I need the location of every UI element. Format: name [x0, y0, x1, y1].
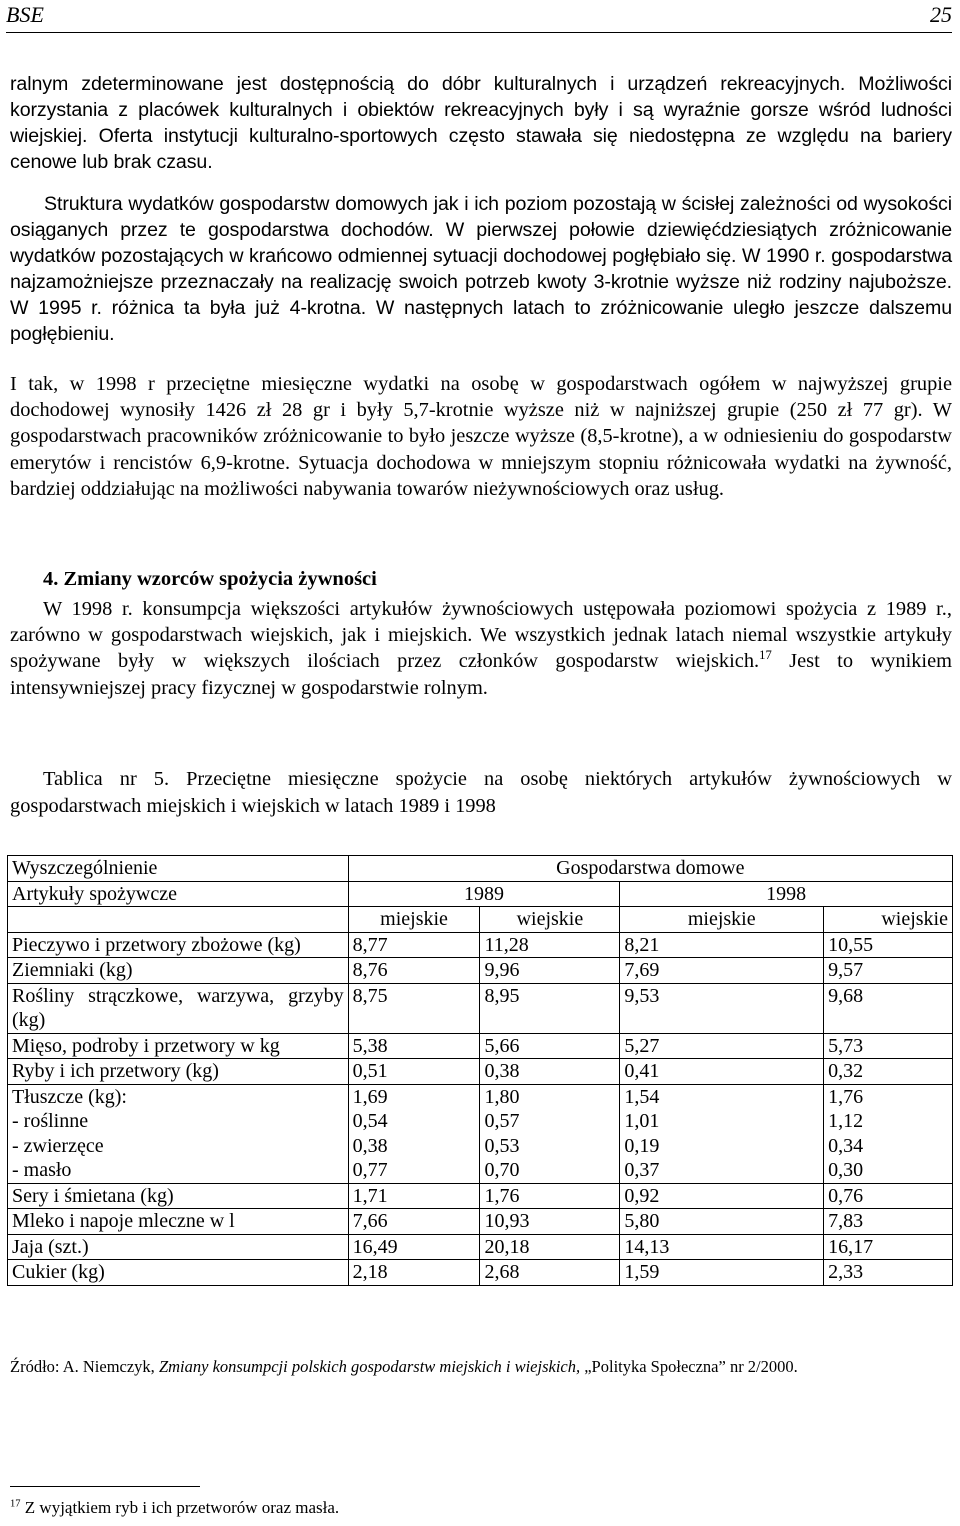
fats-sublabel-vegetable: - roślinne	[12, 1110, 89, 1132]
row-label: Rośliny strączkowe, warzywa, grzyby (kg)	[8, 983, 349, 1033]
header-year-1998: 1998	[620, 881, 953, 907]
value-rural-1998: 7,83	[824, 1209, 953, 1235]
table-header-row	[8, 881, 953, 907]
table-row	[8, 1209, 953, 1235]
header-rural-1998: wiejskie	[824, 907, 953, 933]
table-header-row	[8, 856, 953, 882]
value-urban-1989: 1,71	[348, 1183, 480, 1209]
table-row	[8, 932, 953, 958]
fats-value: 0,70	[484, 1159, 520, 1181]
value-rural-1989: 9,96	[480, 958, 620, 984]
footnote	[10, 1497, 339, 1519]
fats-sublabel-butter: - masło	[12, 1159, 72, 1181]
footnote-reference: 17	[759, 648, 772, 663]
value-rural-1989: 8,95	[480, 983, 620, 1033]
fats-value: 1,12	[828, 1110, 864, 1132]
header-empty-cell	[8, 907, 349, 933]
table-row	[8, 983, 953, 1033]
source-prefix: Źródło: A. Niemczyk,	[10, 1357, 159, 1376]
fats-value: 1,80	[484, 1085, 520, 1108]
header-urban-1998: miejskie	[620, 907, 824, 933]
table-row	[8, 1033, 953, 1059]
header-food-items: Artykuły spożywcze	[8, 881, 349, 907]
value-rural-1998	[824, 1084, 953, 1183]
value-urban-1989	[348, 1084, 480, 1183]
footnote-text: Z wyjątkiem ryb i ich przetworów oraz masła.	[20, 1498, 340, 1517]
paragraph-consumption-text: W 1998 r. konsumpcja większości artykułów żywnościowych ustępowała poziomowi spożycia z 1989 r., zarówno w gospodarstwach wiejskich, jak i miejskich. We wszystkich jednak latach niemal wszystkie artykuły spożywane były w większych ilościach przez członków gospodarstw wiejskich.	[10, 598, 952, 673]
section-heading: 4. Zmiany wzorców spożycia żywności	[43, 568, 377, 590]
fats-value: 0,19	[624, 1134, 660, 1157]
fats-value: 0,54	[352, 1110, 388, 1132]
table-row	[8, 1059, 953, 1085]
value-urban-1998: 5,27	[620, 1033, 824, 1059]
table-row-fats	[8, 1084, 953, 1183]
page-header	[6, 2, 952, 33]
fats-value: 0,37	[624, 1159, 660, 1181]
paragraph-expenditure-structure: Struktura wydatków gospodarstw domowych jak i ich poziom pozostają w ścisłej zależności od wysokości osiąganych przez te gospodarstwa dochodów. W pierwszej połowie dziewięćdziesiątych zróżnicowanie wydatków pozostających w krańcowo odmiennej sytuacji dochodowej pogłębiało się. W 1990 r. gospodarstwa najzamożniejsze przeznaczały na realizację swoich potrzeb kwoty 3-krotnie wyższe niż rodziny najuboższe. W 1995 r. różnica ta była już 4-krotna. W następnych latach to zróżnicowanie uległo jeszcze dalszemu pogłębieniu.	[10, 193, 952, 345]
table-source	[10, 1354, 952, 1380]
header-specification: Wyszczególnienie	[8, 856, 349, 882]
value-rural-1989: 1,76	[480, 1183, 620, 1209]
value-rural-1998: 5,73	[824, 1033, 953, 1059]
value-urban-1998: 14,13	[620, 1234, 824, 1260]
table-row	[8, 1234, 953, 1260]
value-urban-1998: 8,21	[620, 932, 824, 958]
source-suffix: „Polityka Społeczna” nr 2/2000.	[580, 1357, 798, 1376]
paragraph-income-differentiation: I tak, w 1998 r przeciętne miesięczne wydatki na osobę w gospodarstwach ogółem w najwyższej grupie dochodowej wynosiły 1426 zł 28 gr i były 5,7-krotnie wyższe niż w najniższej grupie (250 zł 77 gr). W gospodarstwach pracowników zróżnicowanie to było jeszcze wyższe (8,5-krotne), a w odniesieniu do gospodarstw emerytów i rencistów 6,9-krotne. Sytuacja dochodowa w mniejszym stopniu różnicowała wydatki na żywność, bardziej oddziałując na możliwości nabywania towarów nieżywnościowych oraz usług.	[10, 373, 952, 500]
value-urban-1989: 8,77	[348, 932, 480, 958]
value-urban-1989: 16,49	[348, 1234, 480, 1260]
fats-value: 0,77	[352, 1159, 388, 1181]
paragraph-consumption-patterns	[10, 596, 952, 701]
table-caption-text: Tablica nr 5. Przeciętne miesięczne spożycie na osobę niektórych artykułów żywnościowych w gospodarstwach miejskich i wiejskich w latach 1989 i 1998	[10, 768, 952, 817]
value-urban-1998: 0,41	[620, 1059, 824, 1085]
row-label: Sery i śmietana (kg)	[8, 1183, 349, 1209]
source-title: Zmiany konsumpcji polskich gospodarstw miejskich i wiejskich,	[158, 1357, 581, 1376]
value-rural-1998: 0,76	[824, 1183, 953, 1209]
value-rural-1998: 9,57	[824, 958, 953, 984]
fats-value: 1,76	[828, 1085, 864, 1108]
paragraph-cultural-access: ralnym zdeterminowane jest dostępnością do dóbr kulturalnych i urządzeń rekreacyjnych. Możliwości korzystania z placówek kulturalnych i obiektów rekreacyjnych były i są wyraźnie gorsze wśród ludności wiejskiej. Oferta instytucji kulturalno-sportowych często stawała się niedostępna ze względu na bariery cenowe lub brak czasu.	[10, 73, 952, 173]
page-number: 25	[930, 2, 952, 27]
value-urban-1989: 2,18	[348, 1260, 480, 1286]
value-rural-1989: 20,18	[480, 1234, 620, 1260]
row-label	[8, 1084, 349, 1183]
value-urban-1998: 7,69	[620, 958, 824, 984]
row-label: Ryby i ich przetwory (kg)	[8, 1059, 349, 1085]
fats-value: 0,38	[352, 1134, 388, 1157]
value-rural-1989: 11,28	[480, 932, 620, 958]
value-urban-1989: 8,75	[348, 983, 480, 1033]
value-urban-1989: 8,76	[348, 958, 480, 984]
value-rural-1989: 5,66	[480, 1033, 620, 1059]
value-rural-1989	[480, 1084, 620, 1183]
value-rural-1998: 0,32	[824, 1059, 953, 1085]
header-year-1989: 1989	[348, 881, 620, 907]
row-label: Jaja (szt.)	[8, 1234, 349, 1260]
value-urban-1998: 5,80	[620, 1209, 824, 1235]
value-urban-1989: 7,66	[348, 1209, 480, 1235]
row-label: Pieczywo i przetwory zbożowe (kg)	[8, 932, 349, 958]
value-rural-1989: 2,68	[480, 1260, 620, 1286]
value-urban-1998: 9,53	[620, 983, 824, 1033]
value-rural-1989: 0,38	[480, 1059, 620, 1085]
fats-value: 0,57	[484, 1110, 520, 1132]
fats-value: 1,69	[352, 1085, 388, 1108]
table-caption	[10, 766, 952, 820]
value-urban-1998: 0,92	[620, 1183, 824, 1209]
table-row	[8, 1260, 953, 1286]
consumption-table	[7, 855, 953, 1286]
value-rural-1998: 10,55	[824, 932, 953, 958]
fats-value: 1,54	[624, 1085, 660, 1108]
value-urban-1998: 1,59	[620, 1260, 824, 1286]
footnote-divider	[10, 1486, 200, 1487]
footnote-number: 17	[10, 1498, 21, 1510]
value-rural-1998: 16,17	[824, 1234, 953, 1260]
value-rural-1989: 10,93	[480, 1209, 620, 1235]
table-header-row	[8, 907, 953, 933]
value-rural-1998: 2,33	[824, 1260, 953, 1286]
header-urban-1989: miejskie	[348, 907, 480, 933]
journal-abbreviation: BSE	[6, 2, 44, 27]
row-label: Cukier (kg)	[8, 1260, 349, 1286]
row-label: Ziemniaki (kg)	[8, 958, 349, 984]
fats-value: 1,01	[624, 1110, 660, 1132]
table-row	[8, 958, 953, 984]
header-households: Gospodarstwa domowe	[348, 856, 952, 882]
header-rural-1989: wiejskie	[480, 907, 620, 933]
value-urban-1989: 5,38	[348, 1033, 480, 1059]
fats-value: 0,30	[828, 1159, 864, 1181]
row-label: Mleko i napoje mleczne w l	[8, 1209, 349, 1235]
row-label: Mięso, podroby i przetwory w kg	[8, 1033, 349, 1059]
fats-label: Tłuszcze (kg):	[12, 1085, 127, 1108]
value-rural-1998: 9,68	[824, 983, 953, 1033]
table-row	[8, 1183, 953, 1209]
paragraph-consumption-tail: Jest to wynikiem intensywniejszej pracy fizycznej w gospodarstwie rolnym.	[10, 650, 952, 699]
value-urban-1998	[620, 1084, 824, 1183]
fats-sublabel-animal: - zwierzęce	[12, 1134, 104, 1157]
value-urban-1989: 0,51	[348, 1059, 480, 1085]
fats-value: 0,53	[484, 1134, 520, 1157]
fats-value: 0,34	[828, 1134, 864, 1157]
